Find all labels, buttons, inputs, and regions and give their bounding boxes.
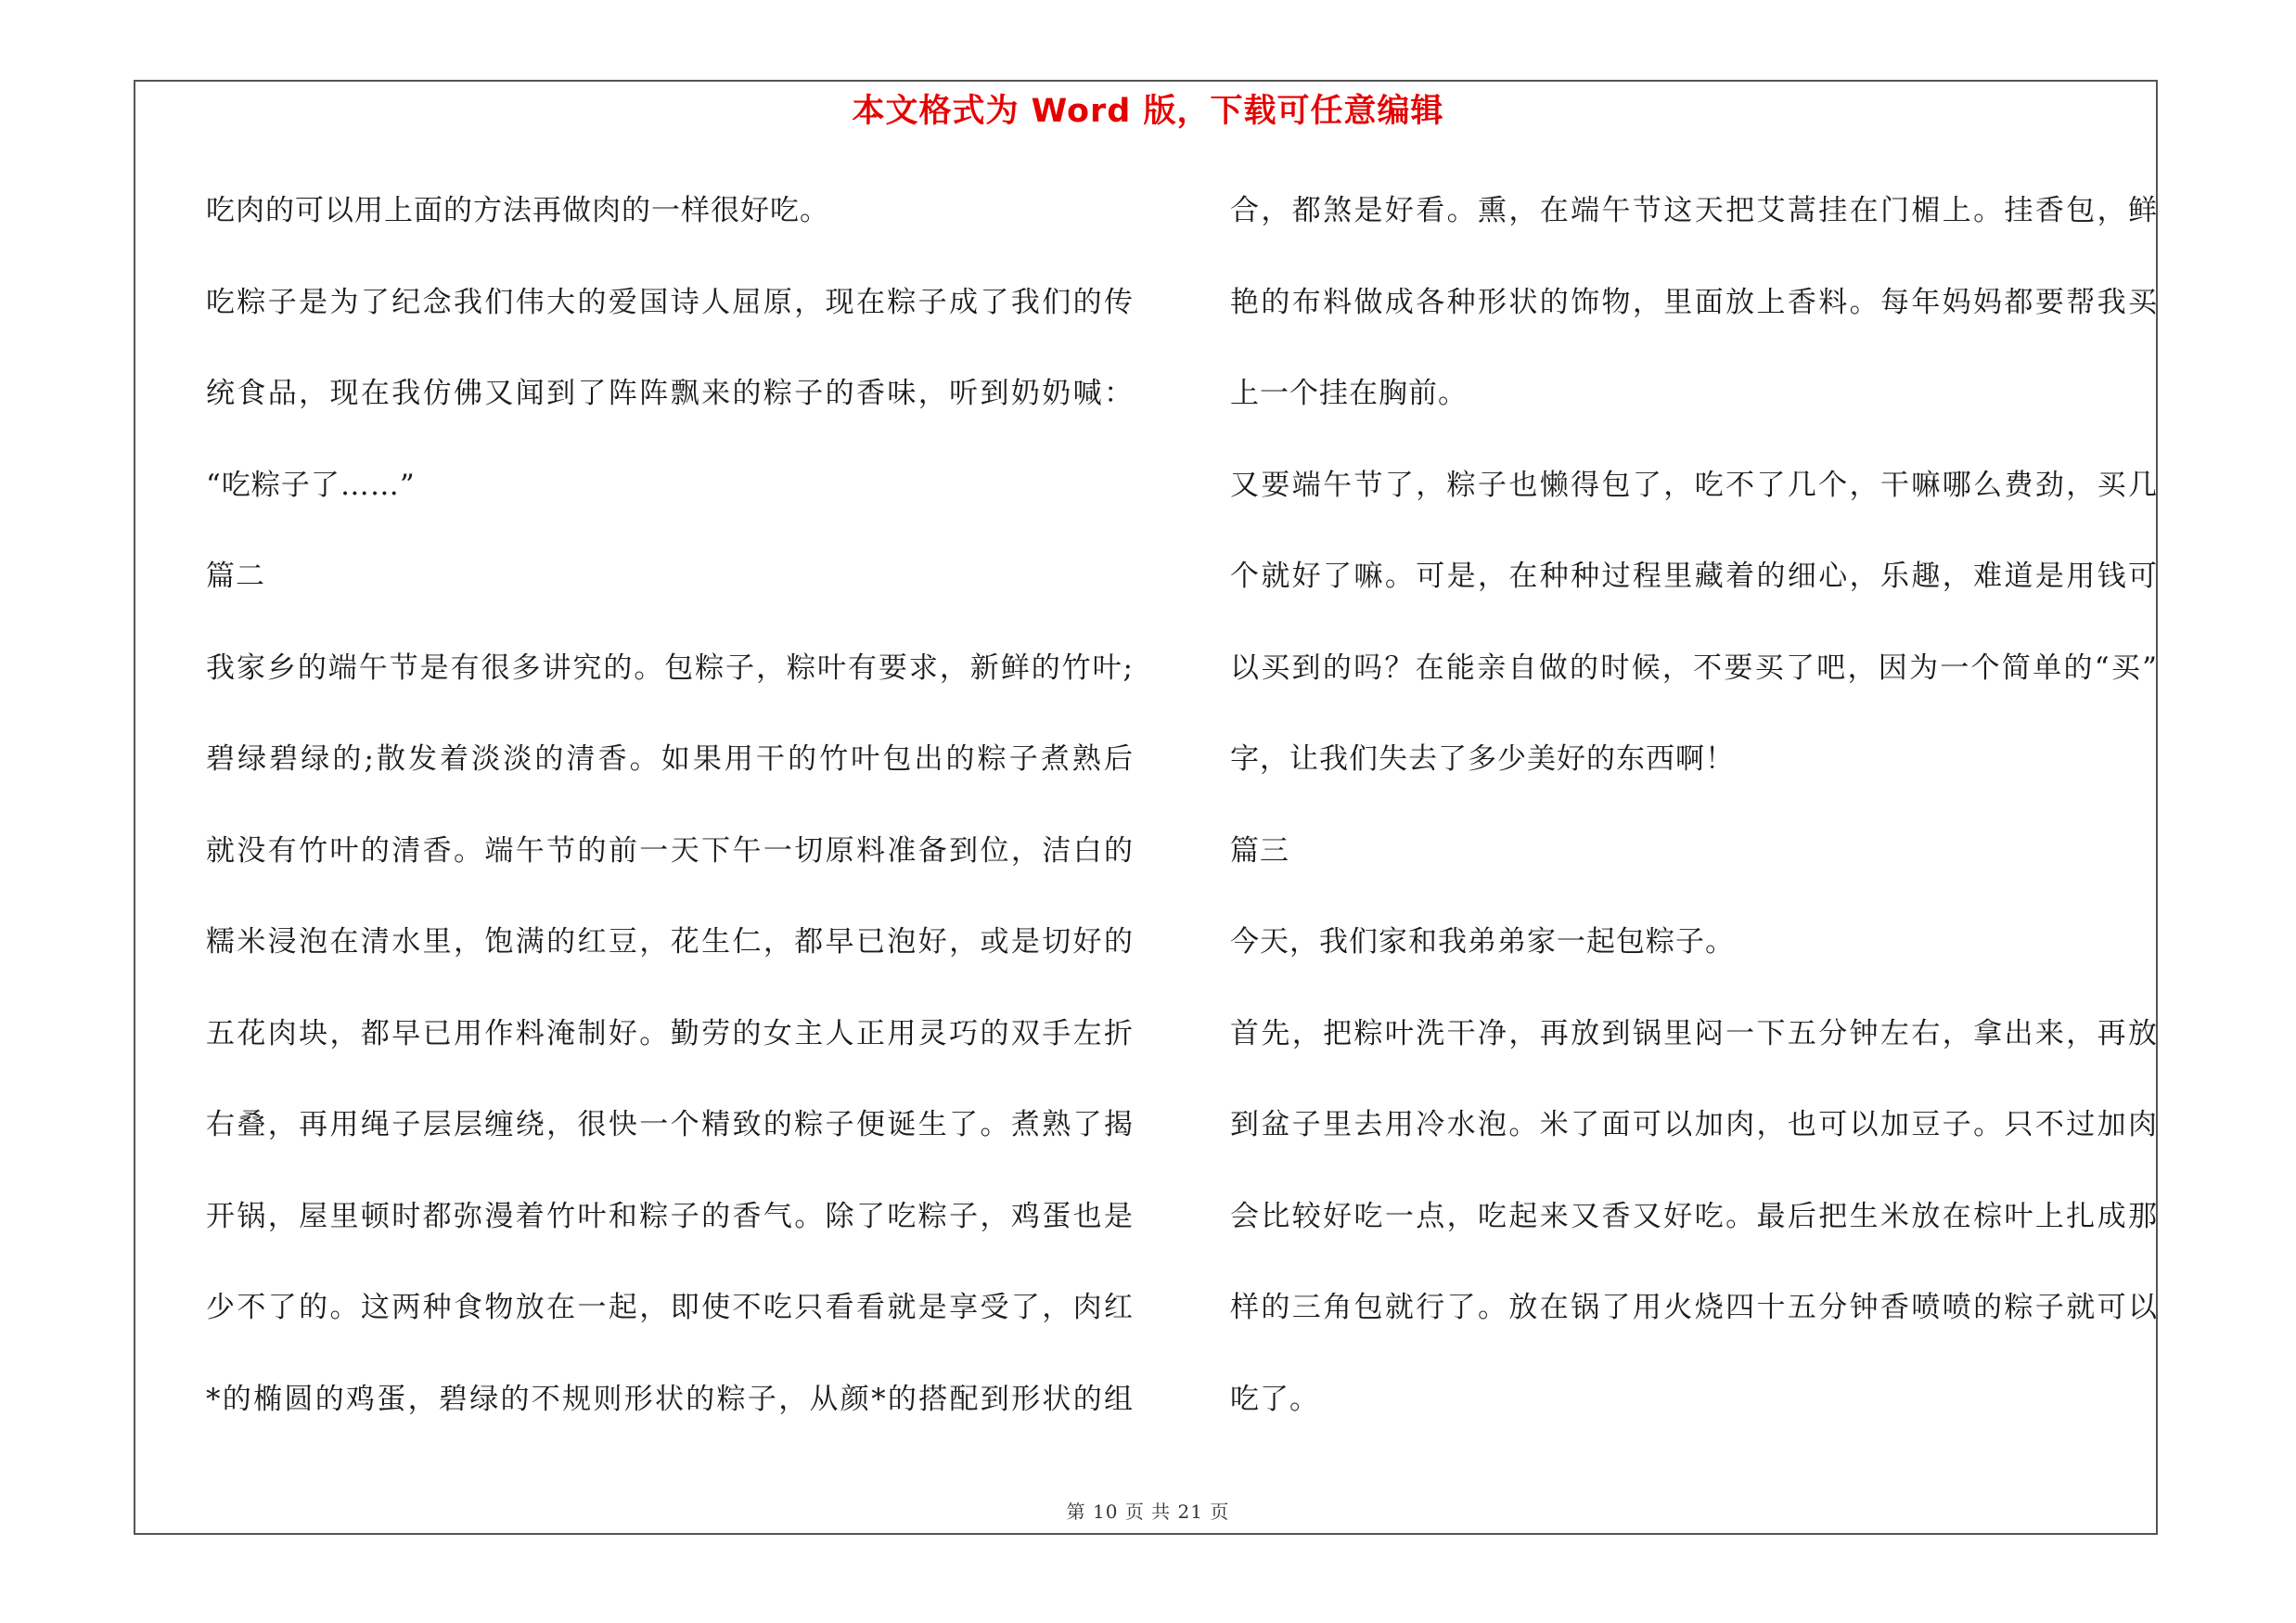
text-line: 合，都煞是好看。熏，在端午节这天把艾蒿挂在门楣上。挂香包，鲜 bbox=[1230, 194, 2158, 227]
header-banner: 本文格式为 Word 版，下载可任意编辑 bbox=[852, 93, 1444, 130]
text-line: 个就好了嘛。可是，在种种过程里藏着的细心，乐趣，难道是用钱可 bbox=[1230, 560, 2158, 593]
text-line: 我家乡的端午节是有很多讲究的。包粽子，粽叶有要求，新鲜的竹叶; bbox=[206, 650, 1134, 685]
text-line: “吃粽子了……” bbox=[206, 468, 416, 502]
text-line: 统食品，现在我仿佛又闻到了阵阵飘来的粽子的香味，听到奶奶喊： bbox=[206, 377, 1134, 410]
right-text-column bbox=[1230, 181, 2158, 1461]
text-line: 篇三 bbox=[1230, 833, 1289, 868]
text-line: 吃了。 bbox=[1230, 1382, 1319, 1416]
text-line: 字，让我们失去了多少美好的东西啊！ bbox=[1230, 742, 1735, 776]
text-line: 上一个挂在胸前。 bbox=[1230, 377, 1468, 410]
text-line: *的椭圆的鸡蛋，碧绿的不规则形状的粽子，从颜*的搭配到形状的组 bbox=[206, 1382, 1134, 1416]
text-line: 糯米浸泡在清水里，饱满的红豆，花生仁，都早已泡好，或是切好的 bbox=[206, 925, 1134, 959]
text-line: 今天，我们家和我弟弟家一起包粽子。 bbox=[1230, 925, 1735, 959]
page-number: 第 10 页 共 21 页 bbox=[1066, 1501, 1230, 1523]
text-line: 以买到的吗？在能亲自做的时候，不要买了吧，因为一个简单的“买” bbox=[1230, 650, 2158, 685]
text-line: 篇二 bbox=[206, 560, 265, 593]
text-line: 开锅，屋里顿时都弥漫着竹叶和粽子的香气。除了吃粽子，鸡蛋也是 bbox=[206, 1199, 1134, 1233]
text-line: 碧绿碧绿的;散发着淡淡的清香。如果用干的竹叶包出的粽子煮熟后 bbox=[206, 742, 1134, 776]
text-line: 会比较好吃一点，吃起来又香又好吃。最后把生米放在棕叶上扎成那 bbox=[1230, 1199, 2158, 1233]
text-line: 五花肉块，都早已用作料淹制好。勤劳的女主人正用灵巧的双手左折 bbox=[206, 1016, 1134, 1050]
text-line: 样的三角包就行了。放在锅了用火烧四十五分钟香喷喷的粽子就可以 bbox=[1230, 1291, 2158, 1324]
text-line: 首先，把粽叶洗干净，再放到锅里闷一下五分钟左右，拿出来，再放 bbox=[1230, 1016, 2158, 1050]
left-text-column bbox=[206, 181, 1134, 1461]
text-line: 就没有竹叶的清香。端午节的前一天下午一切原料准备到位，洁白的 bbox=[206, 833, 1134, 868]
text-line: 吃粽子是为了纪念我们伟大的爱国诗人屈原，现在粽子成了我们的传 bbox=[206, 285, 1134, 319]
text-line: 到盆子里去用冷水泡。米了面可以加肉，也可以加豆子。只不过加肉 bbox=[1230, 1108, 2158, 1141]
text-line: 吃肉的可以用上面的方法再做肉的一样很好吃。 bbox=[206, 194, 829, 227]
text-line: 艳的布料做成各种形状的饰物，里面放上香料。每年妈妈都要帮我买 bbox=[1230, 285, 2158, 319]
text-line: 又要端午节了，粽子也懒得包了，吃不了几个，干嘛哪么费劲，买几 bbox=[1230, 468, 2158, 502]
text-line: 少不了的。这两种食物放在一起，即使不吃只看看就是享受了，肉红 bbox=[206, 1291, 1134, 1324]
text-line: 右叠，再用绳子层层缠绕，很快一个精致的粽子便诞生了。煮熟了揭 bbox=[206, 1108, 1134, 1141]
